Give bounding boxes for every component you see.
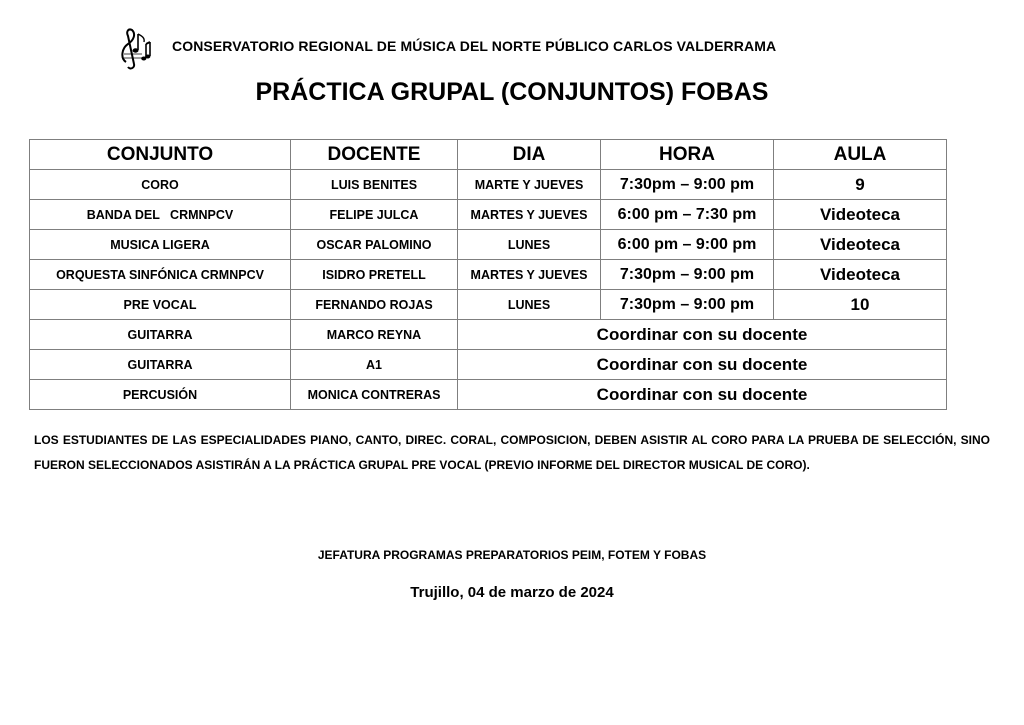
- cell-hora: 6:00 pm – 7:30 pm: [601, 200, 774, 230]
- music-notes-icon: [118, 28, 154, 70]
- cell-docente: ISIDRO PRETELL: [291, 260, 458, 290]
- table-row: [30, 170, 947, 200]
- cell-conjunto: GUITARRA: [30, 350, 291, 380]
- table-row: [30, 260, 947, 290]
- cell-dia: MARTE Y JUEVES: [458, 170, 601, 200]
- students-note: LOS ESTUDIANTES DE LAS ESPECIALIDADES PIANO, CANTO, DIREC. CORAL, COMPOSICION, DEBEN ASISTIR AL CORO PARA LA PRUEBA DE SELECCIÓN, SINO FUERON SELECCIONADOS ASISTIRÁN A LA PRÁCTICA GRUPAL PRE VOCAL (PREVIO INFORME DEL DIRECTOR MUSICAL DE CORO).: [34, 433, 990, 472]
- cell-conjunto: GUITARRA: [30, 320, 291, 350]
- cell-conjunto: PRE VOCAL: [30, 290, 291, 320]
- cell-docente: FERNANDO ROJAS: [291, 290, 458, 320]
- cell-dia: MARTES Y JUEVES: [458, 260, 601, 290]
- header-conjunto: CONJUNTO: [30, 140, 291, 170]
- table-row: [30, 290, 947, 320]
- table-header-row: [30, 140, 947, 170]
- table-row: [30, 380, 947, 410]
- header-dia: DIA: [458, 140, 601, 170]
- cell-dia: MARTES Y JUEVES: [458, 200, 601, 230]
- document-date: Trujillo, 04 de marzo de 2024: [410, 584, 614, 601]
- cell-coordinar: Coordinar con su docente: [458, 350, 947, 380]
- header-hora: HORA: [601, 140, 774, 170]
- cell-docente: A1: [291, 350, 458, 380]
- cell-docente: MARCO REYNA: [291, 320, 458, 350]
- cell-aula: 10: [774, 290, 947, 320]
- cell-hora: 7:30pm – 9:00 pm: [601, 260, 774, 290]
- table-row: [30, 200, 947, 230]
- cell-aula: 9: [774, 170, 947, 200]
- cell-docente: OSCAR PALOMINO: [291, 230, 458, 260]
- cell-dia: LUNES: [458, 230, 601, 260]
- cell-dia: LUNES: [458, 290, 601, 320]
- cell-coordinar: Coordinar con su docente: [458, 320, 947, 350]
- table-row: [30, 350, 947, 380]
- page-title: PRÁCTICA GRUPAL (CONJUNTOS) FOBAS: [255, 78, 769, 106]
- cell-conjunto: ORQUESTA SINFÓNICA CRMNPCV: [30, 260, 291, 290]
- table-row: [30, 230, 947, 260]
- header-docente: DOCENTE: [291, 140, 458, 170]
- table-row: [30, 320, 947, 350]
- cell-aula: Videoteca: [774, 260, 947, 290]
- schedule-table: [29, 139, 947, 410]
- cell-hora: 6:00 pm – 9:00 pm: [601, 230, 774, 260]
- institution-name: CONSERVATORIO REGIONAL DE MÚSICA DEL NORTE PÚBLICO CARLOS VALDERRAMA: [172, 38, 777, 54]
- cell-hora: 7:30pm – 9:00 pm: [601, 290, 774, 320]
- cell-docente: MONICA CONTRERAS: [291, 380, 458, 410]
- cell-conjunto: PERCUSIÓN: [30, 380, 291, 410]
- cell-docente: FELIPE JULCA: [291, 200, 458, 230]
- cell-conjunto: CORO: [30, 170, 291, 200]
- office-signature: JEFATURA PROGRAMAS PREPARATORIOS PEIM, FOTEM Y FOBAS: [317, 548, 707, 562]
- cell-hora: 7:30pm – 9:00 pm: [601, 170, 774, 200]
- cell-aula: Videoteca: [774, 200, 947, 230]
- cell-conjunto: BANDA DEL CRMNPCV: [30, 200, 291, 230]
- cell-aula: Videoteca: [774, 230, 947, 260]
- header: [0, 28, 1024, 68]
- cell-coordinar: Coordinar con su docente: [458, 380, 947, 410]
- header-aula: AULA: [774, 140, 947, 170]
- cell-conjunto: MUSICA LIGERA: [30, 230, 291, 260]
- cell-docente: LUIS BENITES: [291, 170, 458, 200]
